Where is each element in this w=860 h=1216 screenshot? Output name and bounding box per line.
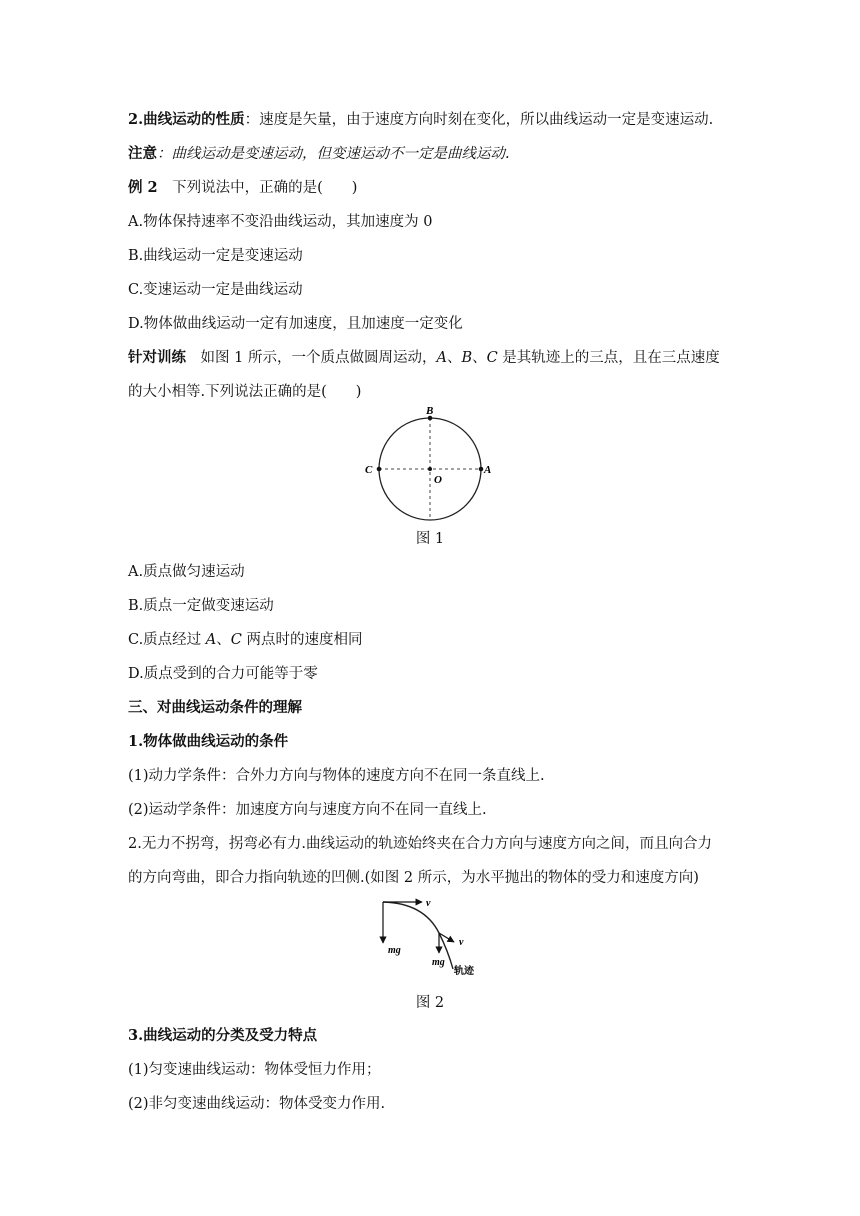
example-2-option-b: B.曲线运动一定是变速运动 — [128, 248, 303, 264]
fig2-label-mg-lower: mg — [432, 957, 445, 968]
training-option-d: D.质点受到的合力可能等于零 — [128, 666, 318, 682]
fig1-label-c: C — [365, 464, 373, 476]
section-3-2-line-1: 2.无力不拐弯，拐弯必有力.曲线运动的轨迹始终夹在合力方向与速度方向之间，而且向合力 — [128, 836, 712, 852]
example-2-line — [128, 178, 357, 198]
fig2-label-v-top: v — [426, 898, 431, 909]
section-2-body: ：速度是矢量，由于速度方向时刻在变化，所以曲线运动一定是变速运动. — [244, 112, 714, 128]
training-line-2: 的大小相等.下列说法正确的是( ) — [128, 384, 362, 400]
training-label: 针对训练 — [128, 349, 186, 366]
figure-1-caption: 图 1 — [415, 531, 445, 547]
fig2-label-track: 轨迹 — [454, 966, 474, 977]
center-o-dot — [428, 467, 432, 471]
fig1-label-o: O — [434, 474, 442, 486]
point-c-label: C — [486, 350, 498, 366]
example-2-option-c: C.变速运动一定是曲线运动 — [128, 282, 303, 298]
training-option-a: A.质点做匀速运动 — [128, 564, 245, 580]
example-2-option-a: A.物体保持速率不变沿曲线运动，其加速度为 0 — [128, 214, 433, 230]
separator: 、 — [472, 350, 487, 366]
section-3-1-dynamics: (1)动力学条件：合外力方向与物体的速度方向不在同一条直线上. — [128, 768, 545, 784]
section-2-line — [128, 110, 713, 130]
section-3-2-line-2: 的方向弯曲，即合力指向轨迹的凹侧.(如图 2 所示，为水平抛出的物体的受力和速度方向) — [128, 870, 699, 886]
section-3-3-nonuniform: (2)非匀变速曲线运动：物体受变力作用. — [128, 1096, 386, 1112]
option-c-text-pre: C.质点经过 — [128, 632, 206, 648]
training-line-1 — [128, 348, 720, 368]
point-b-label: B — [461, 350, 473, 366]
section-2-title: 2.曲线运动的性质 — [128, 111, 245, 128]
figure-2-caption: 图 2 — [415, 995, 445, 1011]
option-c-point-c: C — [230, 632, 242, 648]
example-2-option-d: D.物体做曲线运动一定有加速度，且加速度一定变化 — [128, 316, 463, 332]
figure-2-projectile-diagram — [372, 893, 492, 983]
separator: 、 — [446, 350, 462, 366]
point-a-label: A — [436, 350, 447, 366]
example-2-stem: 下列说法中，正确的是( ) — [157, 180, 358, 196]
training-option-c — [128, 630, 363, 650]
separator: 、 — [216, 632, 231, 648]
training-text-b: 是其轨迹上的三点，且在三点速度 — [497, 350, 720, 366]
section-3-3-title: 3.曲线运动的分类及受力特点 — [128, 1027, 318, 1044]
fig2-label-mg-top: mg — [388, 945, 401, 956]
training-text-a: 如图 1 所示，一个质点做圆周运动， — [186, 350, 437, 366]
training-option-b: B.质点一定做变速运动 — [128, 598, 274, 614]
option-c-point-a: A — [205, 632, 217, 648]
example-2-label: 例 2 — [128, 179, 158, 196]
section-3-heading: 三、对曲线运动条件的理解 — [128, 699, 302, 716]
point-a-dot — [479, 467, 484, 472]
section-3-1-title: 1.物体做曲线运动的条件 — [128, 733, 289, 750]
option-c-text-post: 两点时的速度相同 — [241, 632, 363, 648]
note-label: 注意 — [128, 145, 157, 162]
section-3-1-kinematics: (2)运动学条件：加速度方向与速度方向不在同一直线上. — [128, 802, 487, 818]
note-line — [128, 144, 510, 164]
fig1-label-a: A — [484, 464, 492, 476]
section-3-3-uniform: (1)匀变速曲线运动：物体受恒力作用； — [128, 1062, 381, 1078]
fig1-label-b: B — [426, 405, 434, 417]
fig2-label-v-lower: v — [459, 937, 464, 948]
figure-1-circle-diagram — [360, 405, 500, 525]
note-body: ：曲线运动是变速运动，但变速运动不一定是曲线运动. — [157, 146, 510, 162]
point-c-dot — [377, 467, 382, 472]
